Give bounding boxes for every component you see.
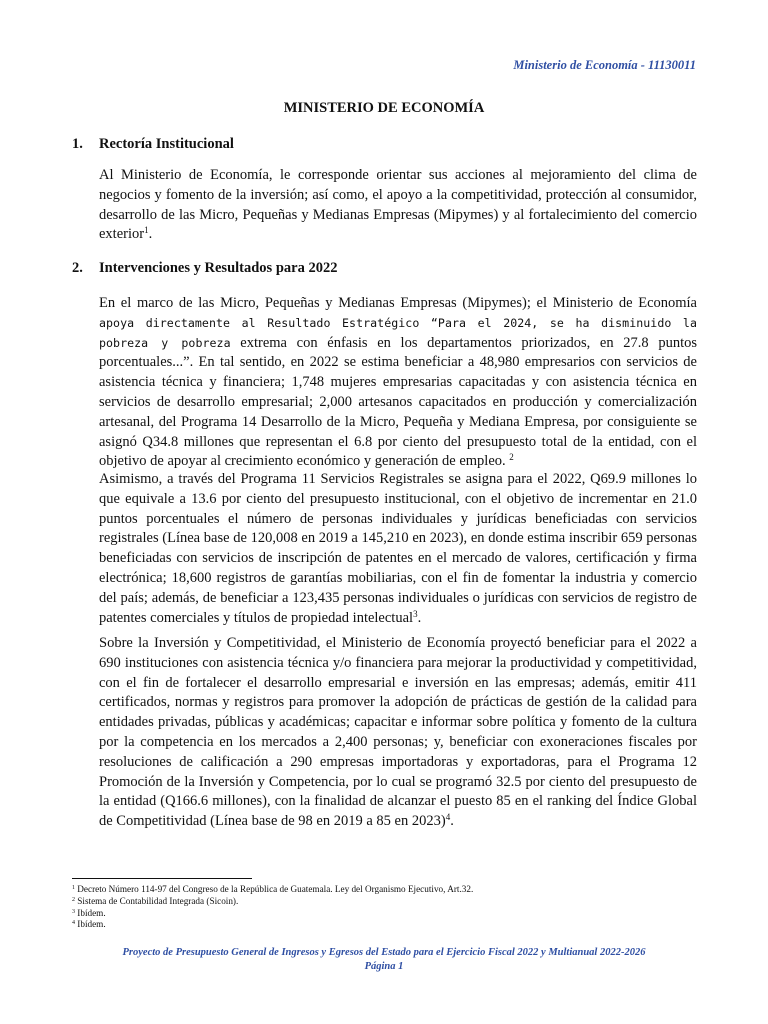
paragraph-text: Sobre la Inversión y Competitividad, el Ministerio de Economía proyectó beneficiar para el 2022 a 690 instituciones con asistencia técnica y/o financiera para mejorar la productividad y competitividad, con el fin de fortalecer el desarrollo empresarial e inversión en las empresas; además, emitir 411 certificados, normas y registros para promover la adopción de prácticas de gestión de la calidad para entidades privadas, públicas y académicas; capacitar e informar sobre política y fomento de la cultura por la competencia en los mercados a 2,400 personas; y, beneficiar con exoneraciones fiscales por resoluciones de calificación a 290 empresas importadoras y exportadoras, para el Programa 12 Promoción de la Inversión y Competencia, por lo cual se programó 32.5 por ciento del presupuesto de la entidad (Q166.6 millones), con la finalidad de alcanzar el puesto 85 en el ranking del Índice Global de Competitividad (Línea base de 98 en 2019 a 85 en 2023) xyxy=(99,635,697,830)
footnote-2: $^2$ Sistema de Contabilidad Integrada (Sicoin). xyxy=(72,895,239,906)
footnote-3: $^3$ Ibídem. xyxy=(72,907,106,918)
footnotes xyxy=(72,884,692,931)
section-title: Intervenciones y Resultados para 2022 xyxy=(99,260,338,276)
page-title: MINISTERIO DE ECONOMÍA xyxy=(283,100,485,116)
footnote-4: $^4$ Ibídem. xyxy=(72,919,106,930)
page-footer xyxy=(0,946,768,974)
paragraph-text: Asimismo, a través del Programa 11 Servicios Registrales se asigna para el 2022, Q69.9 millones lo que equivale a 13.6 por ciento del presupuesto institucional, con el objetivo de incrementar en 21.0 puntos porcentuales el número de personas individuales y jurídicas beneficiadas con servicios registrales (Línea base de 120,008 en 2019 a 145,210 en 2023), en donde estima inscribir 659 personas beneficiadas con servicios de inscripción de patentes en el mercado de valores, certificación y firma electrónica; 18,600 registros de garantías mobiliarias, con el fin de fomentar la industria y comercio del país; además, de beneficiar a 123,435 personas individuales o jurídicas con servicios de registro de patentes comerciales y títulos de propiedad intelectual xyxy=(99,471,697,626)
paragraph-rectoria: Al Ministerio de Economía, le corresponde orientar sus acciones al mejoramiento del clima de negocios y fomento de la inversión; así como, el apoyo a la competitividad, protección al consumidor, desarrollo de las Micro, Pequeñas y Medianas Empresas (Mipymes) y al fortalecimiento del comercio exterior$^1$. xyxy=(99,167,697,243)
section-number: 1. xyxy=(72,136,83,152)
footer-document-title: Proyecto de Presupuesto General de Ingresos y Egresos del Estado para el Ejercicio Fiscal 2022 y Multianual 2022-2026 xyxy=(122,947,646,958)
footnote-ref: 1 xyxy=(144,225,149,236)
paragraph-servicios-registrales: Asimismo, a través del Programa 11 Servicios Registrales se asigna para el 2022, Q69.9 millones lo que equivale a 13.6 por ciento del presupuesto institucional, con el objetivo de incrementar en 21.0 puntos porcentuales el número de personas individuales y jurídicas beneficiadas con servicios registrales (Línea base de 120,008 en 2019 a 145,210 en 2023), en donde estima inscribir 659 personas beneficiadas con servicios de inscripción de patentes en el mercado de valores, certificación y firma electrónica; 18,600 registros de garantías mobiliarias, con el fin de fomentar la industria y comercio del país; además, de beneficiar a 123,435 personas individuales o jurídicas con servicios de registro de patentes comerciales y títulos de propiedad intelectual$^3$. xyxy=(99,471,697,626)
footnote-ref: 4 xyxy=(445,812,451,823)
header-reference: Ministerio de Economía - 11130011 xyxy=(513,58,696,72)
footnote-1: $^1$ Decreto Número 114-97 del Congreso de la República de Guatemala. Ley del Organismo Ejecutivo, Art.32. xyxy=(72,884,474,894)
footnote-ref: 2 xyxy=(509,452,514,463)
section-number: 2. xyxy=(72,260,83,276)
footnote-ref: 3 xyxy=(413,608,418,619)
footnote-separator xyxy=(72,878,252,879)
paragraph-inversion-competitividad: Sobre la Inversión y Competitividad, el Ministerio de Economía proyectó beneficiar para el 2022 a 690 instituciones con asistencia técnica y/o financiera para mejorar la productividad y competitividad, con el fin de fortalecer el desarrollo empresarial e inversión en las empresas; además, emitir 411 certificados, normas y registros para promover la adopción de prácticas de gestión de la calidad para entidades privadas, públicas y académicas; capacitar e informar sobre política y fomento de la cultura por la competencia en los mercados a 2,400 personas; y, beneficiar con exoneraciones fiscales por resoluciones de calificación a 290 empresas importadoras y exportadoras, para el Programa 12 Promoción de la Inversión y Competencia, por lo cual se programó 32.5 por ciento del presupuesto de la entidad (Q166.6 millones), con la finalidad de alcanzar el puesto 85 en el ranking del Índice Global de Competitividad (Línea base de 98 en 2019 a 85 en 2023)$^4$. xyxy=(99,635,697,830)
section-title: Rectoría Institucional xyxy=(99,136,234,152)
strategic-result-quote: apoya directamente al Resultado Estratégico “Para el 2024, se ha disminuido la pobreza y pobreza xyxy=(99,315,697,350)
paragraph-mipymes: En el marco de las Micro, Pequeñas y Medianas Empresas (Mipymes); el Ministerio de Economía apoya directamente al Resultado Estratégico “Para el 2024, se ha disminuido la pobreza y pobreza extrema con énfasis en los departamentos priorizados, en 27.8 puntos porcentuales...”. En tal sentido, en 2022 se estima beneficiar a 48,980 empresarios con servicios de asistencia técnica y financiera; 1,748 mujeres empresarias capacitadas y con asistencia técnica en servicios de desarrollo empresarial; 2,000 artesanos capacitados en producción y comercialización artesanal, del Programa 14 Desarrollo de la Micro, Pequeña y Mediana Empresa, por consiguiente se asignó Q34.8 millones que representan el 6.8 por ciento del presupuesto total de la entidad, con el objetivo de apoyar al crecimiento económico y generación de empleo. $^2$ xyxy=(99,295,697,470)
paragraph-text: Al Ministerio de Economía, le corresponde orientar sus acciones al mejoramiento del clima de negocios y fomento de la inversión; así como, el apoyo a la competitividad, protección al consumidor, desarrollo de las Micro, Pequeñas y Medianas Empresas (Mipymes) y al fortalecimiento del comercio exterior xyxy=(99,167,697,243)
section-heading-1 xyxy=(72,136,234,153)
page-number: Página 1 xyxy=(364,961,404,972)
section-heading-2 xyxy=(72,260,337,277)
